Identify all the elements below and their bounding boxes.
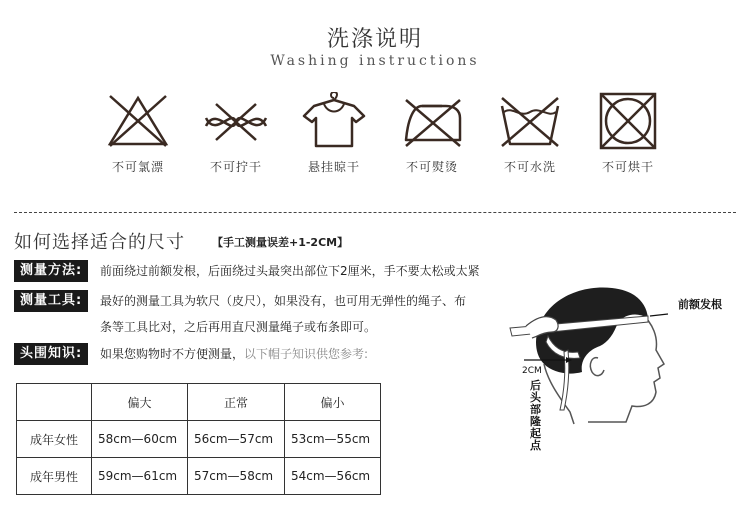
no-iron-icon (398, 92, 466, 148)
page-subtitle: Washing instructions (270, 53, 480, 69)
knowledge-text (100, 343, 368, 365)
table-header-cell: 正常 (188, 384, 285, 421)
care-label: 不可烘干 (601, 160, 654, 174)
ear-icon (590, 358, 604, 376)
care-item-no-wring (186, 92, 286, 175)
table-cell: 59cm—61cm (92, 458, 188, 495)
table-header-cell: 偏小 (285, 384, 381, 421)
method-text: 前面绕过前额发根，后面绕过头最突出部位下2厘米，手不要太松或太紧 (100, 264, 480, 278)
table-cell: 54cm—56cm (285, 458, 381, 495)
size-section-title: 如何选择适合的尺寸 (14, 232, 185, 253)
tool-text-line-1: 最好的测量工具为软尺（皮尺），如果没有，也可用无弹性的绳子、布 (100, 294, 467, 308)
hang-dry-icon (300, 92, 368, 148)
knowledge-tag: 头围知识: (14, 343, 88, 365)
table-corner-cell (17, 384, 92, 421)
care-label: 不可熨烫 (405, 160, 458, 174)
measurement-note: 【手工测量误差+1-2CM】 (212, 236, 349, 249)
size-table (16, 383, 381, 495)
method-tag: 测量方法: (14, 260, 88, 282)
table-cell: 56cm—57cm (188, 421, 285, 458)
tool-tag: 测量工具: (14, 290, 88, 312)
table-row-label: 成年女性 (17, 421, 92, 458)
knowledge-text-grey: 以下帽子知识供您参考: (244, 347, 369, 361)
table-header-row (17, 384, 381, 421)
table-row (17, 458, 381, 495)
care-item-no-iron (382, 92, 482, 175)
table-cell: 53cm—55cm (285, 421, 381, 458)
care-item-no-tumble-dry (578, 92, 678, 175)
knowledge-text-main: 如果您购物时不方便测量， (100, 347, 245, 361)
table-header-cell: 偏大 (92, 384, 188, 421)
table-row-label: 成年男性 (17, 458, 92, 495)
care-label: 悬挂晾干 (307, 160, 360, 174)
offset-label: 2CM (522, 366, 542, 376)
table-cell: 57cm—58cm (188, 458, 285, 495)
tool-text-line-2: 条等工具比对，之后再用直尺测量绳子或布条即可。 (100, 320, 377, 334)
care-icons-row (88, 92, 688, 184)
no-wash-icon (496, 92, 564, 148)
no-bleach-icon (104, 92, 172, 148)
care-item-hang-dry (284, 92, 384, 175)
back-of-head-label: 后头部隆起点 (530, 379, 541, 452)
page-title: 洗涤说明 (326, 27, 423, 52)
care-label: 不可氯漂 (111, 160, 164, 174)
table-row (17, 421, 381, 458)
front-hairline-label: 前额发根 (678, 298, 722, 311)
table-cell: 58cm—60cm (92, 421, 188, 458)
no-wring-icon (202, 92, 270, 148)
section-divider (14, 212, 736, 213)
care-label: 不可拧干 (209, 160, 262, 174)
care-item-no-wash (480, 92, 580, 175)
care-item-no-bleach (88, 92, 188, 175)
care-label: 不可水洗 (503, 160, 556, 174)
no-tumble-dry-icon (594, 92, 662, 152)
